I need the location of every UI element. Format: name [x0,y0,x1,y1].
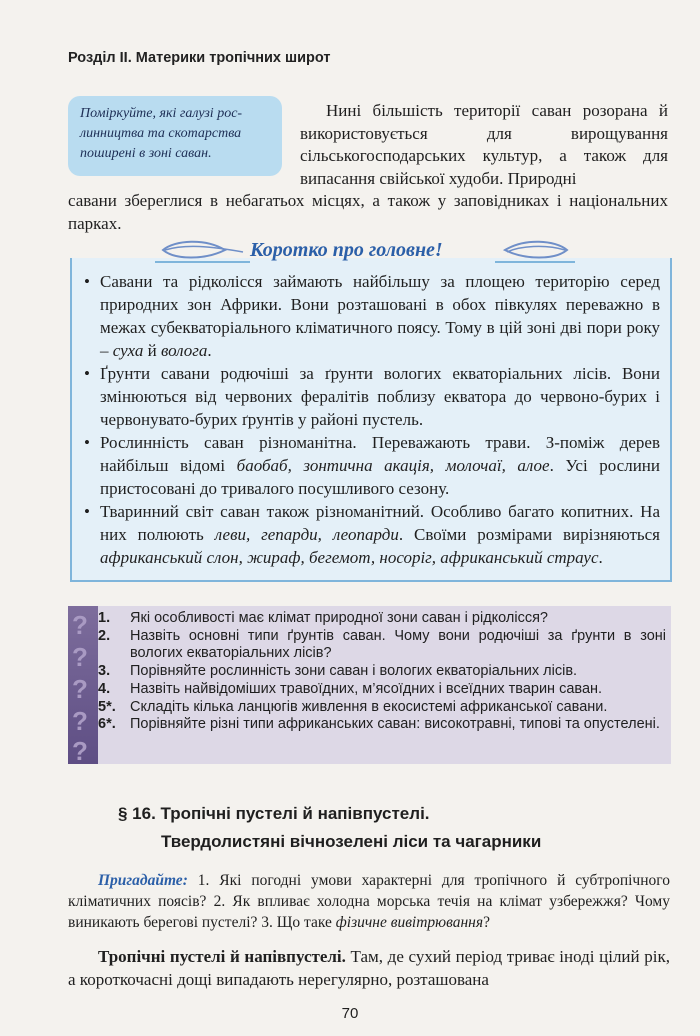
question-mark-icon: ? [72,706,88,736]
summary-bullet-list [84,270,661,569]
intro-paragraph-right: Нині більшість території саван розорана й використовується для вирощування сільськогосподарських культур, а також для випасання свійської худоби. Природні [300,101,668,188]
question-item: 4. Назвіть найвідоміших травоїдних, м’ясоїдних і всеїдних тварин саван. [98,680,603,697]
summary-title: Коротко про головне! [250,239,443,261]
summary-bullet: • Тваринний світ саван також різноманітний. Особливо багато копитних. На них полюють леви, гепарди, леопарди. Своїми розмірами вирізняються африканський слон, жираф, бегемот, носоріг, африканський страус. [84,502,661,567]
intro-paragraph-continuation: савани збереглися в небагатьох місцях, а також у заповідниках і національних парках. [68,191,668,233]
question-item: 5*. Складіть кілька ланцюгів живлення в екосистемі африканської савани. [98,698,608,715]
bullet-dot-icon: • [84,272,90,291]
page-number: 70 [341,1005,359,1022]
bullet-dot-icon: • [84,433,90,452]
section-heading-line2: Твердолистяні вічнозелені ліси та чагарники [161,832,542,851]
bullet-dot-icon: • [84,502,90,521]
question-mark-icon: ? [72,674,88,704]
question-item: 6*. Порівняйте різні типи африканських саван: високотравні, типові та опустелені. [98,716,660,733]
question-mark-icon: ? [72,642,88,672]
question-mark-icon: ? [72,610,88,640]
think-callout-text: Поміркуйте, які галузі рослинництва та скотарства поширені в зоні саван. [80,106,243,161]
section-header: Розділ ІІ. Материки тропічних широт [68,50,331,66]
paragraph-lead: Тропічні пустелі й напівпустелі. [98,947,346,966]
summary-bullet: • Ґрунти савани родючіші за ґрунти вологих екваторіальних лісів. Вони змінюються від червоних фералітів поблизу екватора до червоно-бурих і червонувато-бурих ґрунтів у районі пустель. [84,364,660,429]
question-item: 1. Які особливості має клімат природної зони саван і рідколісся? [98,610,549,626]
bullet-dot-icon: • [84,364,90,383]
recall-paragraph: Пригадайте: 1. Які погодні умови характерні для тропічного й субтропічного кліматичних поясів? 2. Як впливає холодна морська течія на клімат узбережжя? Чому виникають берегові пустелі? 3. Що таке фізичне вивітрювання? [68,872,670,931]
question-mark-icon: ? [72,736,88,766]
questions-list [98,610,666,734]
summary-bullet: • Рослинність саван різноманітна. Переважають трави. З-поміж дерев найбільш відомі баобаб, зонтична акація, молочаї, алое. Усі рослини пристосовані до тривалого посушливого сезону. [84,433,660,498]
section-heading [118,800,678,856]
section-heading-line1: § 16. Тропічні пустелі й напівпустелі. [118,804,430,823]
summary-bullet: • Савани та рідколісся займають найбільшу за площею територію серед природних зон Африки. Вони розташовані в обох півкулях переважно в межах субекваторіального кліматичного поясу. Тому в цій зоні дві пори року – суха й волога. [84,272,660,360]
question-item: 3. Порівняйте рослинність зони саван і вологих екваторіальних лісів. [98,663,578,680]
body-paragraph: Тропічні пустелі й напівпустелі. Там, де сухий період триває іноді цілий рік, а короткочасні дощі випадають нерегулярно, розташована [68,947,670,989]
question-item: 2. Назвіть основні типи ґрунтів саван. Чому вони родючіші за ґрунти в зоні вологих екваторіальних лісів? [98,627,666,662]
recall-label: Пригадайте: [98,872,188,889]
